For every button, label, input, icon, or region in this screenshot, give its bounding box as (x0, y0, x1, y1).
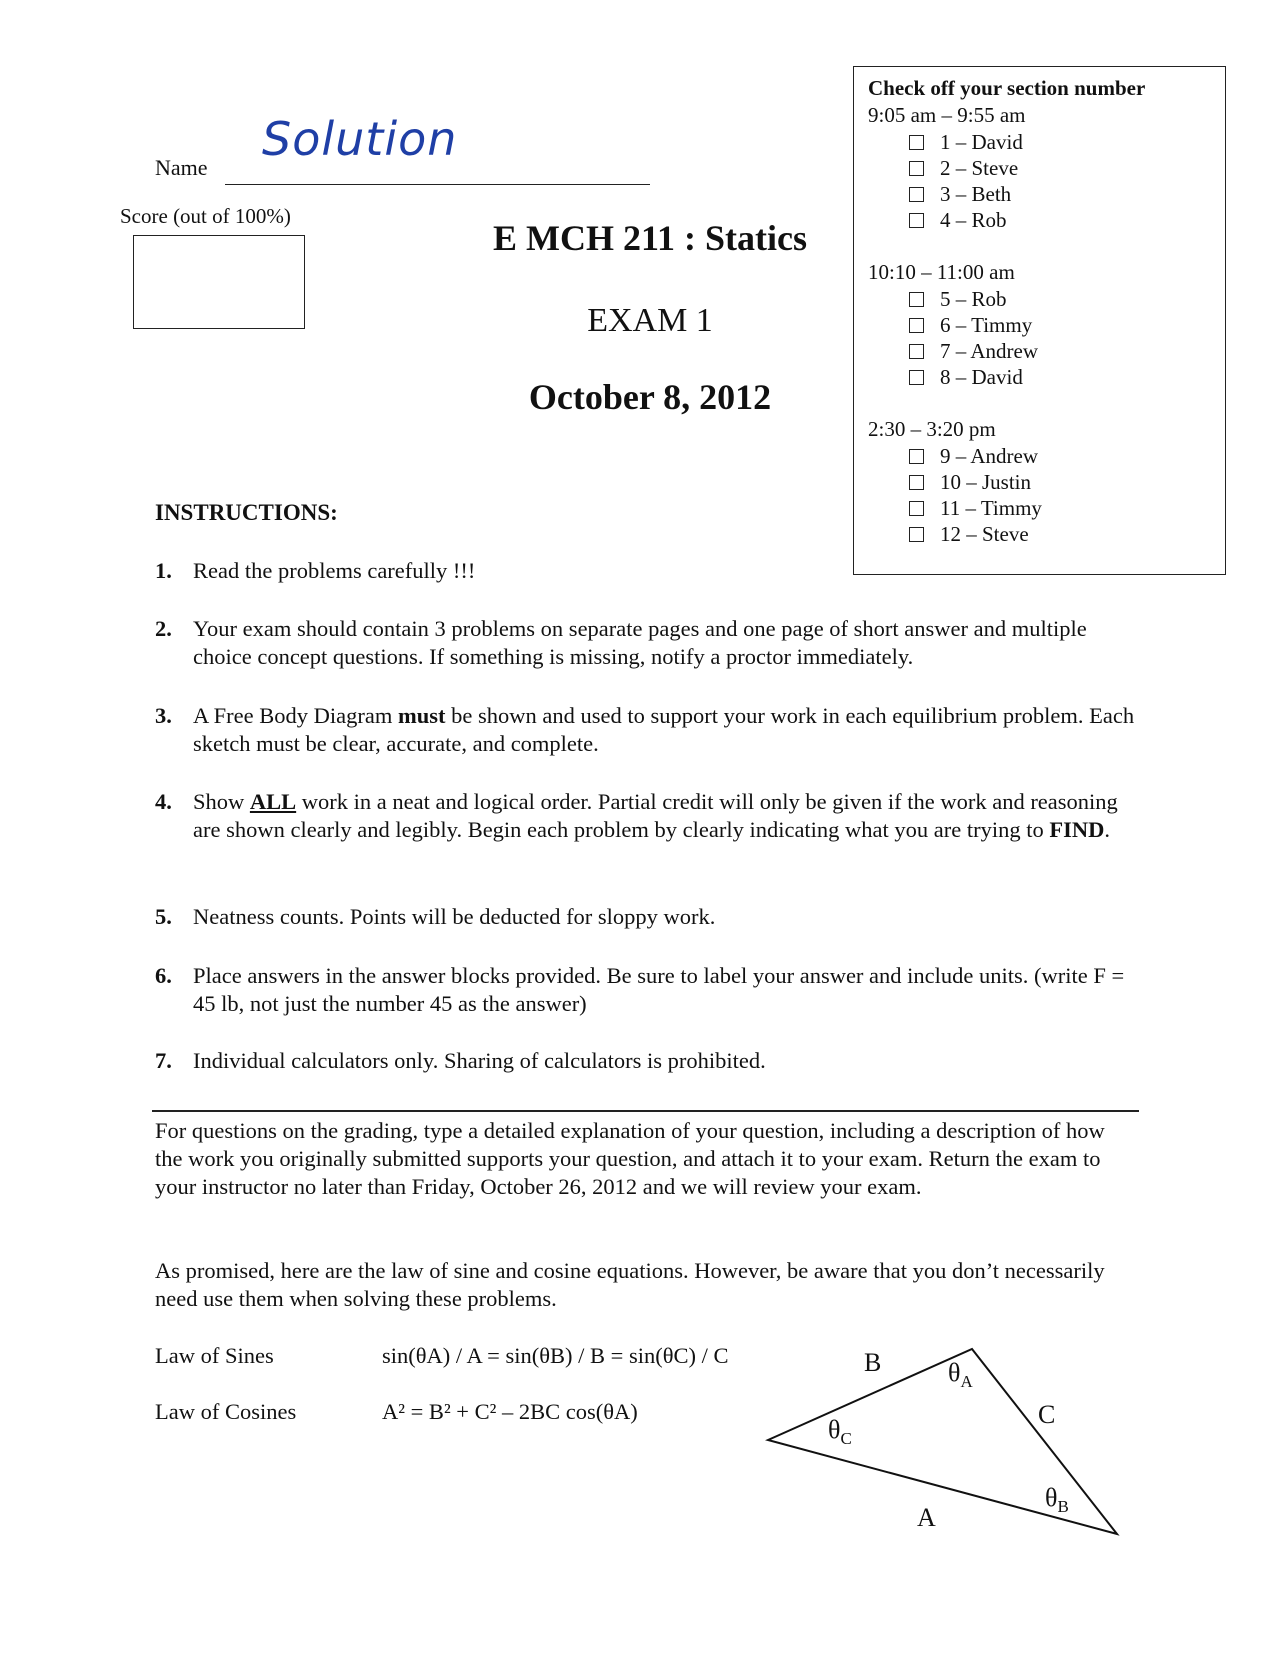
checkbox[interactable] (909, 292, 924, 307)
checkbox[interactable] (909, 135, 924, 150)
checkbox[interactable] (909, 370, 924, 385)
checkbox[interactable] (909, 501, 924, 516)
section-option[interactable]: 7 – Andrew (909, 339, 1038, 364)
law-of-sines-equation: sin(θA) / A = sin(θB) / B = sin(θC) / C (382, 1343, 729, 1368)
instructions-heading: INSTRUCTIONS: (155, 500, 338, 525)
checkbox[interactable] (909, 344, 924, 359)
name-label: Name (155, 155, 208, 180)
section-time-slot: 10:10 – 11:00 am (868, 260, 1015, 284)
section-option[interactable]: 8 – David (909, 365, 1023, 390)
triangle-diagram (760, 1325, 1140, 1565)
divider (152, 1110, 1139, 1112)
angle-label-b: $\theta_B$ (1045, 1483, 1069, 1517)
course-title: E MCH 211 : Statics (493, 218, 807, 258)
section-option[interactable]: 6 – Timmy (909, 313, 1032, 338)
section-option[interactable]: 9 – Andrew (909, 444, 1038, 469)
instruction-item: 2. Your exam should contain 3 problems on separate pages and one page of short answer and multiple choice concept questions. If something is missing, notify a proctor immediately. (155, 616, 1087, 669)
checkbox[interactable] (909, 527, 924, 542)
side-label-a: A (917, 1503, 936, 1532)
section-box (853, 66, 1226, 575)
checkbox[interactable] (909, 475, 924, 490)
section-time-slot: 2:30 – 3:20 pm (868, 417, 996, 441)
exam-title: EXAM 1 (587, 302, 713, 339)
instruction-item: 6. Place answers in the answer blocks provided. Be sure to label your answer and include units. (write F = 45 lb, not just the number 45 as the answer) (155, 963, 1125, 1016)
instruction-item: 3. A Free Body Diagram must be shown and used to support your work in each equilibrium problem. Each sketch must be clear, accurate, and complete. (155, 703, 1135, 756)
score-box (133, 235, 305, 329)
section-option[interactable]: 5 – Rob (909, 287, 1007, 312)
checkbox[interactable] (909, 318, 924, 333)
checkbox[interactable] (909, 161, 924, 176)
section-option[interactable]: 1 – David (909, 130, 1023, 155)
law-of-cosines-equation: A² = B² + C² – 2BC cos(θA) (382, 1399, 638, 1424)
section-box-title: Check off your section number (868, 76, 1146, 100)
checkbox[interactable] (909, 213, 924, 228)
instruction-item: 5. Neatness counts. Points will be deducted for sloppy work. (155, 904, 716, 929)
name-value: Solution (262, 112, 458, 166)
section-option[interactable]: 4 – Rob (909, 208, 1007, 233)
law-of-sines-label: Law of Sines (155, 1343, 274, 1368)
instruction-item: 1. Read the problems carefully !!! (155, 558, 476, 583)
angle-label-a: $\theta_A$ (948, 1358, 973, 1392)
section-option[interactable]: 2 – Steve (909, 156, 1018, 181)
checkbox[interactable] (909, 187, 924, 202)
section-option[interactable]: 11 – Timmy (909, 496, 1042, 521)
angle-label-c: $\theta_C$ (828, 1415, 852, 1449)
score-label: Score (out of 100%) (120, 204, 291, 228)
section-time-slot: 9:05 am – 9:55 am (868, 103, 1026, 127)
section-option[interactable]: 3 – Beth (909, 182, 1011, 207)
name-line (225, 184, 650, 185)
instruction-item: 4. Show ALL work in a neat and logical order. Partial credit will only be given if the work and reasoning are shown clearly and legibly. Begin each problem by clearly indicating what you are trying to FIND. (155, 789, 1118, 842)
checkbox[interactable] (909, 449, 924, 464)
section-option[interactable]: 10 – Justin (909, 470, 1031, 495)
side-label-c: C (1038, 1400, 1056, 1429)
grading-note: For questions on the grading, type a detailed explanation of your question, including a description of how the work you originally submitted supports your question, and attach it to your exam. Return the exam to your instructor no later than Friday, October 26, 2012 and we will review your exam. (155, 1118, 1105, 1199)
section-option[interactable]: 12 – Steve (909, 522, 1029, 547)
instruction-item: 7. Individual calculators only. Sharing of calculators is prohibited. (155, 1048, 766, 1073)
laws-intro: As promised, here are the law of sine and cosine equations. However, be aware that you don’t necessarily need use them when solving these problems. (155, 1258, 1105, 1311)
law-of-cosines-label: Law of Cosines (155, 1399, 297, 1424)
exam-date: October 8, 2012 (528, 377, 772, 417)
side-label-b: B (864, 1348, 882, 1377)
